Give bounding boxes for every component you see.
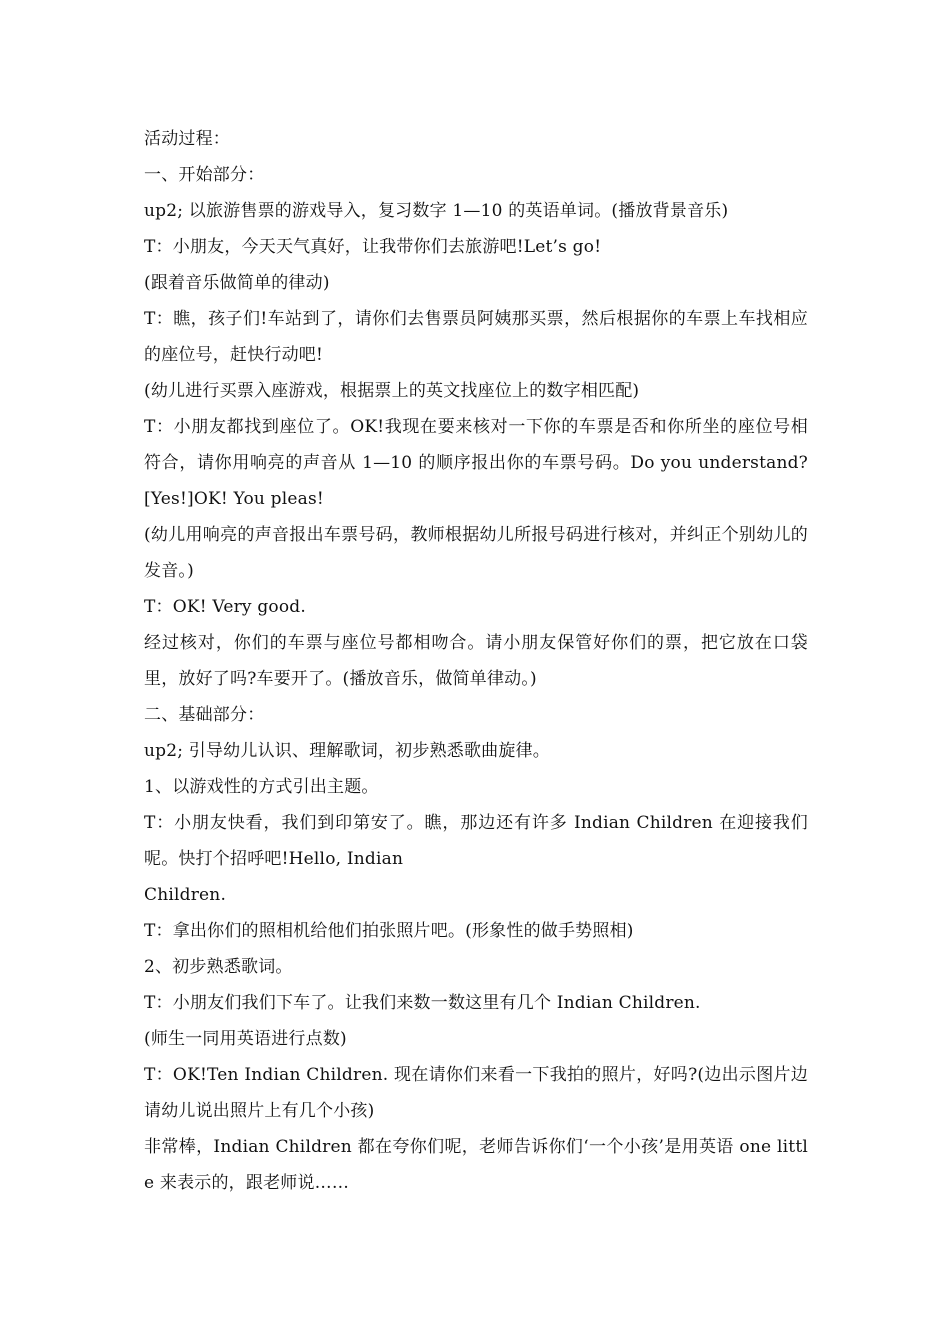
paragraph-note-3: (幼儿用响亮的声音报出车票号码，教师根据幼儿所报号码进行核对，并纠正个别幼儿的发音。) xyxy=(144,525,808,581)
paragraph-teacher-line-6: T：小朋友快看，我们到印第安了。瞧，那边还有许多 Indian Children 在迎接我们呢。快打个招呼吧!Hello, Indian xyxy=(144,813,808,869)
paragraph-teacher-line-5: 经过核对，你们的车票与座位号都相吻合。请小朋友保管好你们的票，把它放在口袋里，放好了吗?车要开了。(播放音乐，做简单律动。) xyxy=(144,633,808,689)
paragraph-note-2: (幼儿进行买票入座游戏，根据票上的英文找座位上的数字相匹配) xyxy=(144,381,640,401)
paragraph-note-1: (跟着音乐做简单的律动) xyxy=(144,273,330,293)
paragraph-teacher-line-3: T：小朋友都找到座位了。OK!我现在要来核对一下你的车票是否和你所坐的座位号相符合，请你用响亮的声音从 1—10 的顺序报出你的车票号码。Do you understand?[Yes!]OK! You pleas! xyxy=(144,417,808,509)
paragraph-teacher-line-4: T：OK! Very good. xyxy=(144,597,306,617)
paragraph-section-two-heading: 二、基础部分： xyxy=(144,705,265,725)
paragraph-subsection-1: 1、以游戏性的方式引出主题。 xyxy=(144,777,379,797)
paragraph-teacher-line-8: T：小朋友们我们下车了。让我们来数一数这里有几个 Indian Children. xyxy=(144,993,701,1013)
paragraph-teacher-line-1: T：小朋友，今天天气真好，让我带你们去旅游吧!Let’s go! xyxy=(144,237,602,257)
paragraph-teacher-line-9: T：OK!Ten Indian Children. 现在请你们来看一下我拍的照片，好吗?(边出示图片边请幼儿说出照片上有几个小孩) xyxy=(144,1065,808,1121)
paragraph-teacher-line-6-continued: Children. xyxy=(144,885,227,905)
paragraph-subsection-2: 2、初步熟悉歌词。 xyxy=(144,957,293,977)
paragraph-teacher-line-10: 非常棒，Indian Children 都在夸你们呢，老师告诉你们‘一个小孩’是用英语 one little 来表示的，跟老师说…… xyxy=(144,1137,808,1193)
paragraph-teacher-line-2: T：瞧，孩子们!车站到了，请你们去售票员阿姨那买票，然后根据你的车票上车找相应的座位号，赶快行动吧! xyxy=(144,309,808,365)
paragraph-section-one-heading: 一、开始部分： xyxy=(144,165,265,185)
paragraph-note-4: (师生一同用英语进行点数) xyxy=(144,1029,347,1049)
paragraph-step-2: up2; 引导幼儿认识、理解歌词，初步熟悉歌曲旋律。 xyxy=(144,741,550,761)
paragraph-heading-activity-process: 活动过程： xyxy=(144,129,230,149)
document-body xyxy=(144,121,808,1201)
paragraph-step-1: up2; 以旅游售票的游戏导入，复习数字 1—10 的英语单词。(播放背景音乐) xyxy=(144,201,729,221)
paragraph-teacher-line-7: T：拿出你们的照相机给他们拍张照片吧。(形象性的做手势照相) xyxy=(144,921,634,941)
